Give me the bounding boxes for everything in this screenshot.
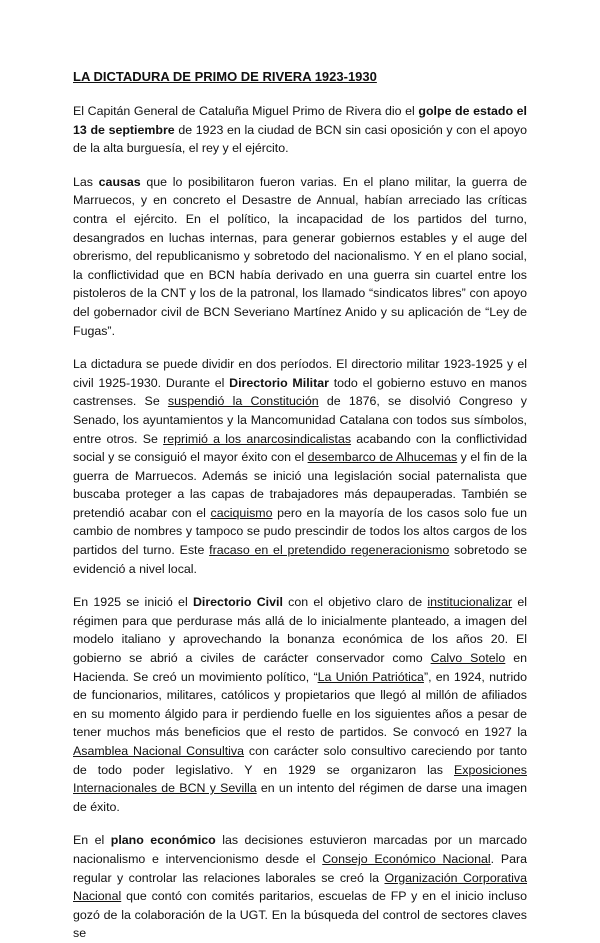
paragraph-plano-economico [73, 831, 527, 943]
text-span: Las [73, 174, 99, 189]
document-title: LA DICTADURA DE PRIMO DE RIVERA 1923-1930 [73, 69, 377, 84]
underlined-phrase: Consejo Económico Nacional [322, 851, 491, 866]
text-span: ”, en 1924, nutrido de funcionarios, militares, católicos y propietarios que llegó al millón de afiliados en su momento álgido para ir perdiendo fuelle en los siguientes años a pesar de tener muchos más beneficios que el resto de partidos. Se convocó en 1927 la [73, 669, 527, 740]
underlined-phrase: caciquismo [210, 505, 273, 520]
bold-phrase: golpe de estado el 13 de septiembre [73, 104, 527, 137]
paragraph-golpe [73, 102, 527, 158]
text-span: con el objetivo claro de [282, 595, 428, 610]
underlined-phrase: Organización Corporativa Nacional [73, 870, 528, 904]
text-span: que lo posibilitaron fueron varias. En el plano militar, la guerra de Marruecos, y en concreto el Desastre de Annual, habían arreciado las críticas contra el ejército. En el político, la incapacidad de los partidos del turno, desangrados en luchas internas, para generar gobiernos estables y el auge del obrerismo, del republicanismo y sobretodo del nacionalismo. Y en el plano social, la conflictividad que en BCN había derivado en una guerra sin cuartel entre los pistoleros de la CNT y los de la patronal, los llamado “sindicatos libres” con apoyo del gobernador civil de BCN Severiano Martínez Anido y su aplicación de “Ley de Fugas”. [73, 174, 527, 338]
text-span: con carácter solo consultivo careciendo por tanto de todo poder legislativo. Y en 1929 se organizaron las [73, 744, 527, 777]
underlined-phrase: suspendió la Constitución [167, 394, 319, 409]
text-span: en Hacienda. Se creó un movimiento político, “ [73, 651, 527, 684]
text-span: de 1876, se disolvió Congreso y Senado, los ayuntamientos y la Mancomunidad Catalana con todos sus símbolos, entre otros. Se [73, 394, 527, 446]
text-span: acabando con la conflictividad social y se consiguió el mayor éxito con el [73, 431, 527, 465]
text-span: las decisiones estuvieron marcadas por un marcado nacionalismo e intervencionismo desde el [73, 833, 527, 866]
text-span: que contó con comités paritarios, escuelas de FP y en el inicio incluso gozó de la colaboración de la UGT. En la búsqueda del control de sectores claves se [73, 889, 527, 941]
text-span: en un intento del régimen de darse una imagen de éxito. [73, 781, 527, 814]
text-span: sobretodo se evidenció a nivel local. [73, 543, 527, 576]
text-span: todo el gobierno estuvo en manos castrenses. Se [73, 375, 527, 409]
paragraph-directorio-civil [73, 593, 527, 816]
text-span: . Para regular y controlar las relaciones laborales se creó la [73, 851, 528, 885]
underlined-phrase: reprimió a los anarcosindicalistas [163, 431, 352, 446]
text-span: En 1925 se inició el [73, 595, 193, 610]
bold-phrase: plano económico [110, 833, 216, 848]
paragraph-causas [73, 173, 527, 340]
bold-phrase: causas [98, 174, 141, 189]
underlined-phrase: Exposiciones Internacionales de BCN y Sevilla [73, 762, 527, 796]
underlined-phrase: desembarco de Alhucemas [307, 450, 458, 465]
text-span: el régimen para que perdurase más allá de lo inicialmente planteado, a imagen del modelo italiano y aprovechando la bonanza económica de los años 20. El gobierno se abrió a civiles de carácter conservador como [73, 595, 528, 666]
bold-phrase: Directorio Militar [229, 375, 329, 390]
text-span: y el fin de la guerra de Marruecos. Además se inició una legislación social paternalista que buscaba proteger a las capas de trabajadores más depauperadas. También se pretendió acabar con el [73, 450, 527, 520]
text-span: pero en la mayoría de los casos solo fue un cambio de nombres y tampoco se pudo prescindir de todos los altos cargos de los partidos del turno. Este [73, 505, 527, 558]
text-span: El Capitán General de Cataluña Miguel Primo de Rivera dio el [73, 104, 419, 118]
bold-phrase: Directorio Civil [192, 595, 283, 610]
underlined-phrase: Calvo Sotelo [430, 651, 506, 666]
underlined-phrase: institucionalizar [427, 595, 513, 610]
text-span: En el [73, 833, 111, 848]
text-span: de 1923 en la ciudad de BCN sin casi oposición y con el apoyo de la alta burguesía, el rey y el ejército. [73, 122, 527, 156]
underlined-phrase: fracaso en el pretendido regeneracionismo [209, 543, 450, 558]
underlined-phrase: Asamblea Nacional Consultiva [73, 744, 244, 758]
text-span: La dictadura se puede dividir en dos períodos. El directorio militar 1923-1925 y el civil 1925-1930. Durante el [73, 357, 527, 390]
underlined-phrase: La Unión Patriótica [317, 669, 424, 684]
paragraph-directorio-militar [73, 355, 527, 578]
